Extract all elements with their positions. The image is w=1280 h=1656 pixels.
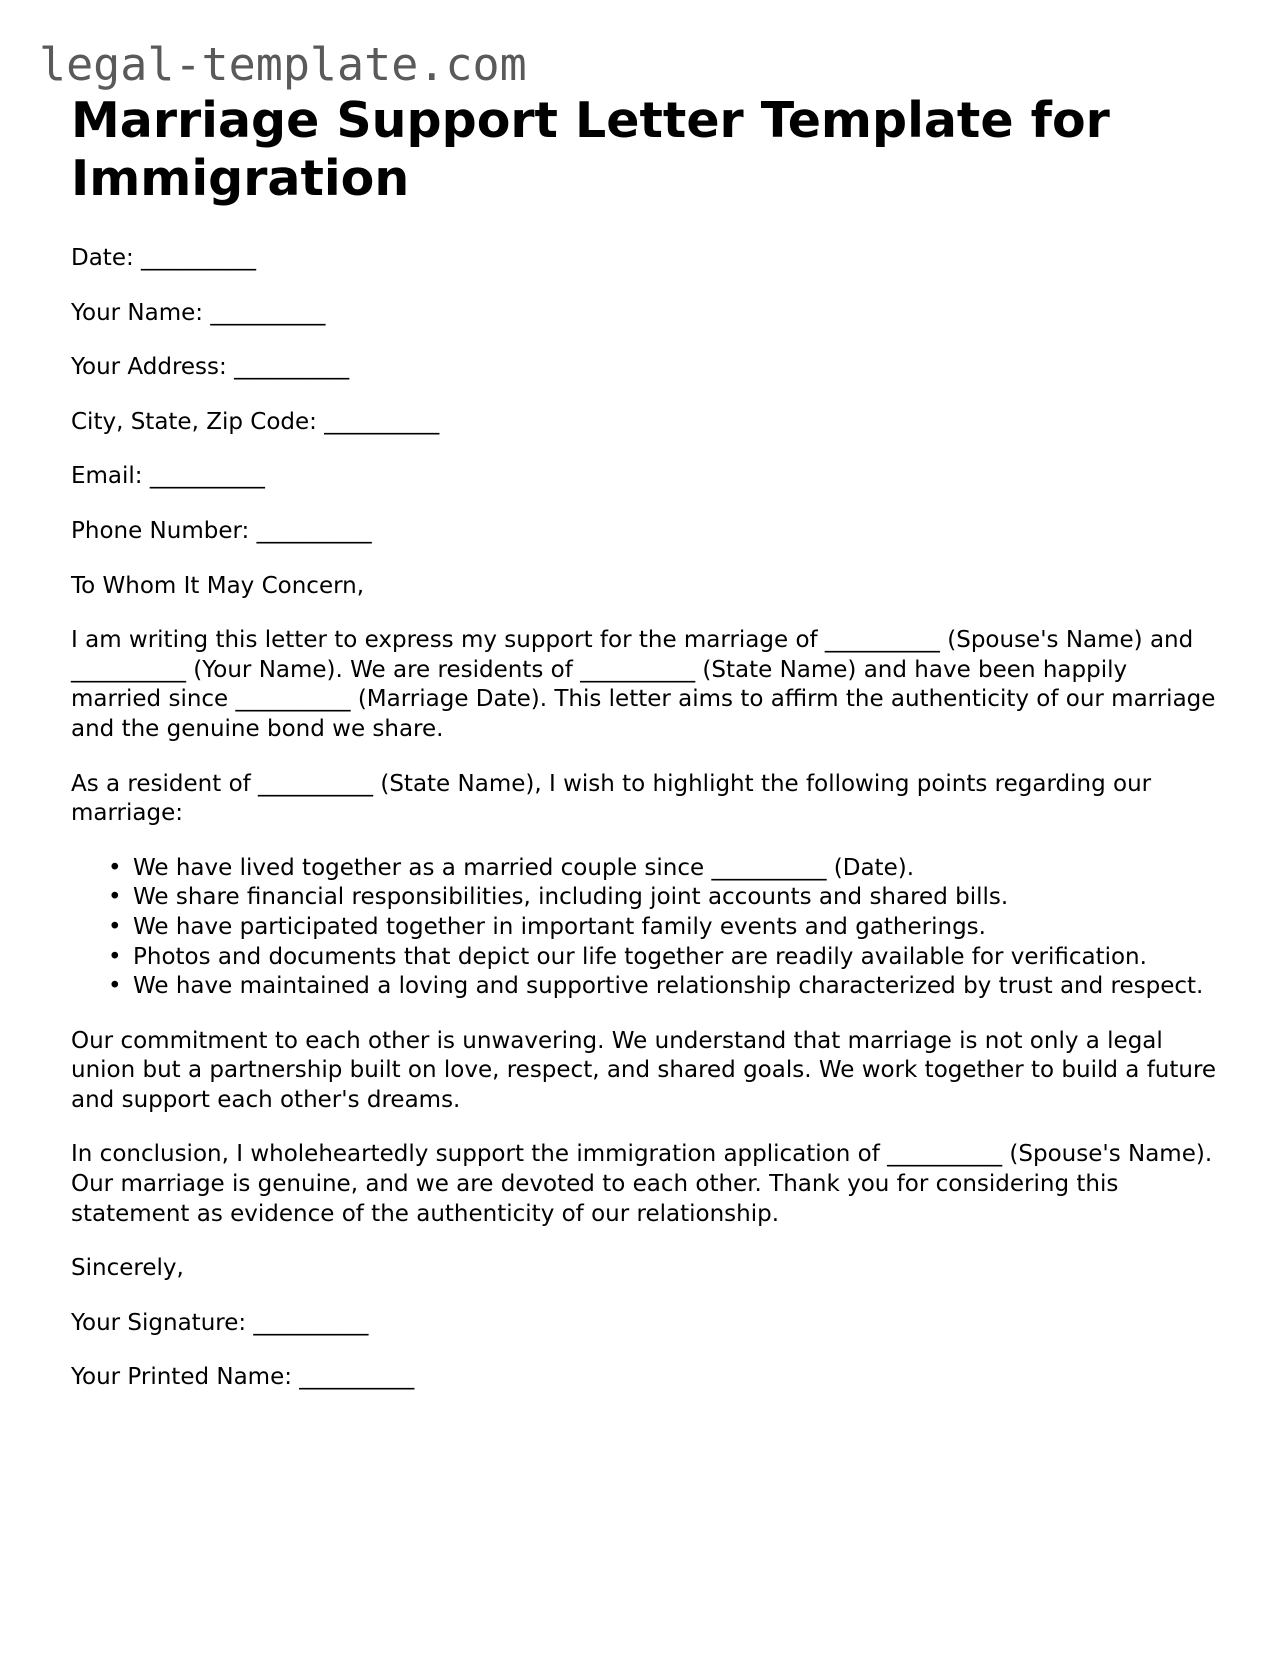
bullet-icon: •	[108, 973, 122, 1000]
commitment-paragraph: Our commitment to each other is unwavering. We understand that marriage is not only a legal union but a partnership built on love, respect, and shared goals. We work together to build a future and support each other's dreams.	[71, 1027, 1217, 1113]
bullet-icon: •	[108, 884, 122, 911]
points-lead-paragraph: As a resident of __________ (State Name), I wish to highlight the following points regarding our marriage:	[71, 770, 1152, 827]
list-item-text: Photos and documents that depict our life together are readily available for verification.	[133, 943, 1147, 970]
signature-field: Your Signature: __________	[71, 1309, 369, 1336]
list-item	[108, 972, 1221, 1002]
closing: Sincerely,	[71, 1255, 184, 1282]
list-item-text: We have lived together as a married couple since __________ (Date).	[133, 854, 915, 881]
intro-paragraph: I am writing this letter to express my support for the marriage of __________ (Spouse's Name) and __________ (Your Name). We are residents of __________ (State Name) and have been happily married since __________ (Marriage Date). This letter aims to affirm the authenticity of our marriage and the genuine bond we share.	[71, 627, 1216, 742]
bullet-icon: •	[108, 943, 122, 970]
list-item-text: We share financial responsibilities, including joint accounts and shared bills.	[133, 884, 1009, 911]
conclusion-paragraph: In conclusion, I wholeheartedly support the immigration application of __________ (Spouse's Name). Our marriage is genuine, and we are devoted to each other. Thank you for considering this statement as evidence of the authenticity of our relationship.	[71, 1141, 1213, 1227]
your-address-field: Your Address: __________	[71, 354, 350, 381]
printed-name-field: Your Printed Name: __________	[71, 1364, 415, 1391]
city-state-zip-field: City, State, Zip Code: __________	[71, 408, 440, 435]
date-field: Date: __________	[71, 245, 257, 271]
bullet-icon: •	[108, 913, 122, 940]
document-title: Marriage Support Letter Template for Immigration	[71, 92, 1110, 207]
list-item-text: We have maintained a loving and supportive relationship characterized by trust and respect.	[133, 973, 1204, 1000]
list-item	[108, 913, 1221, 943]
salutation: To Whom It May Concern,	[71, 572, 365, 599]
phone-number-field: Phone Number: __________	[71, 517, 372, 544]
list-item-text: We have participated together in important family events and gatherings.	[133, 913, 986, 940]
letter-document	[71, 92, 1221, 1418]
list-item	[108, 943, 1221, 973]
site-watermark: legal-template.com	[39, 38, 527, 91]
points-list	[71, 854, 1221, 1002]
email-field: Email: __________	[71, 463, 265, 490]
your-name-field: Your Name: __________	[71, 299, 326, 326]
list-item	[108, 883, 1221, 913]
bullet-icon: •	[108, 854, 122, 881]
list-item	[108, 854, 1221, 884]
